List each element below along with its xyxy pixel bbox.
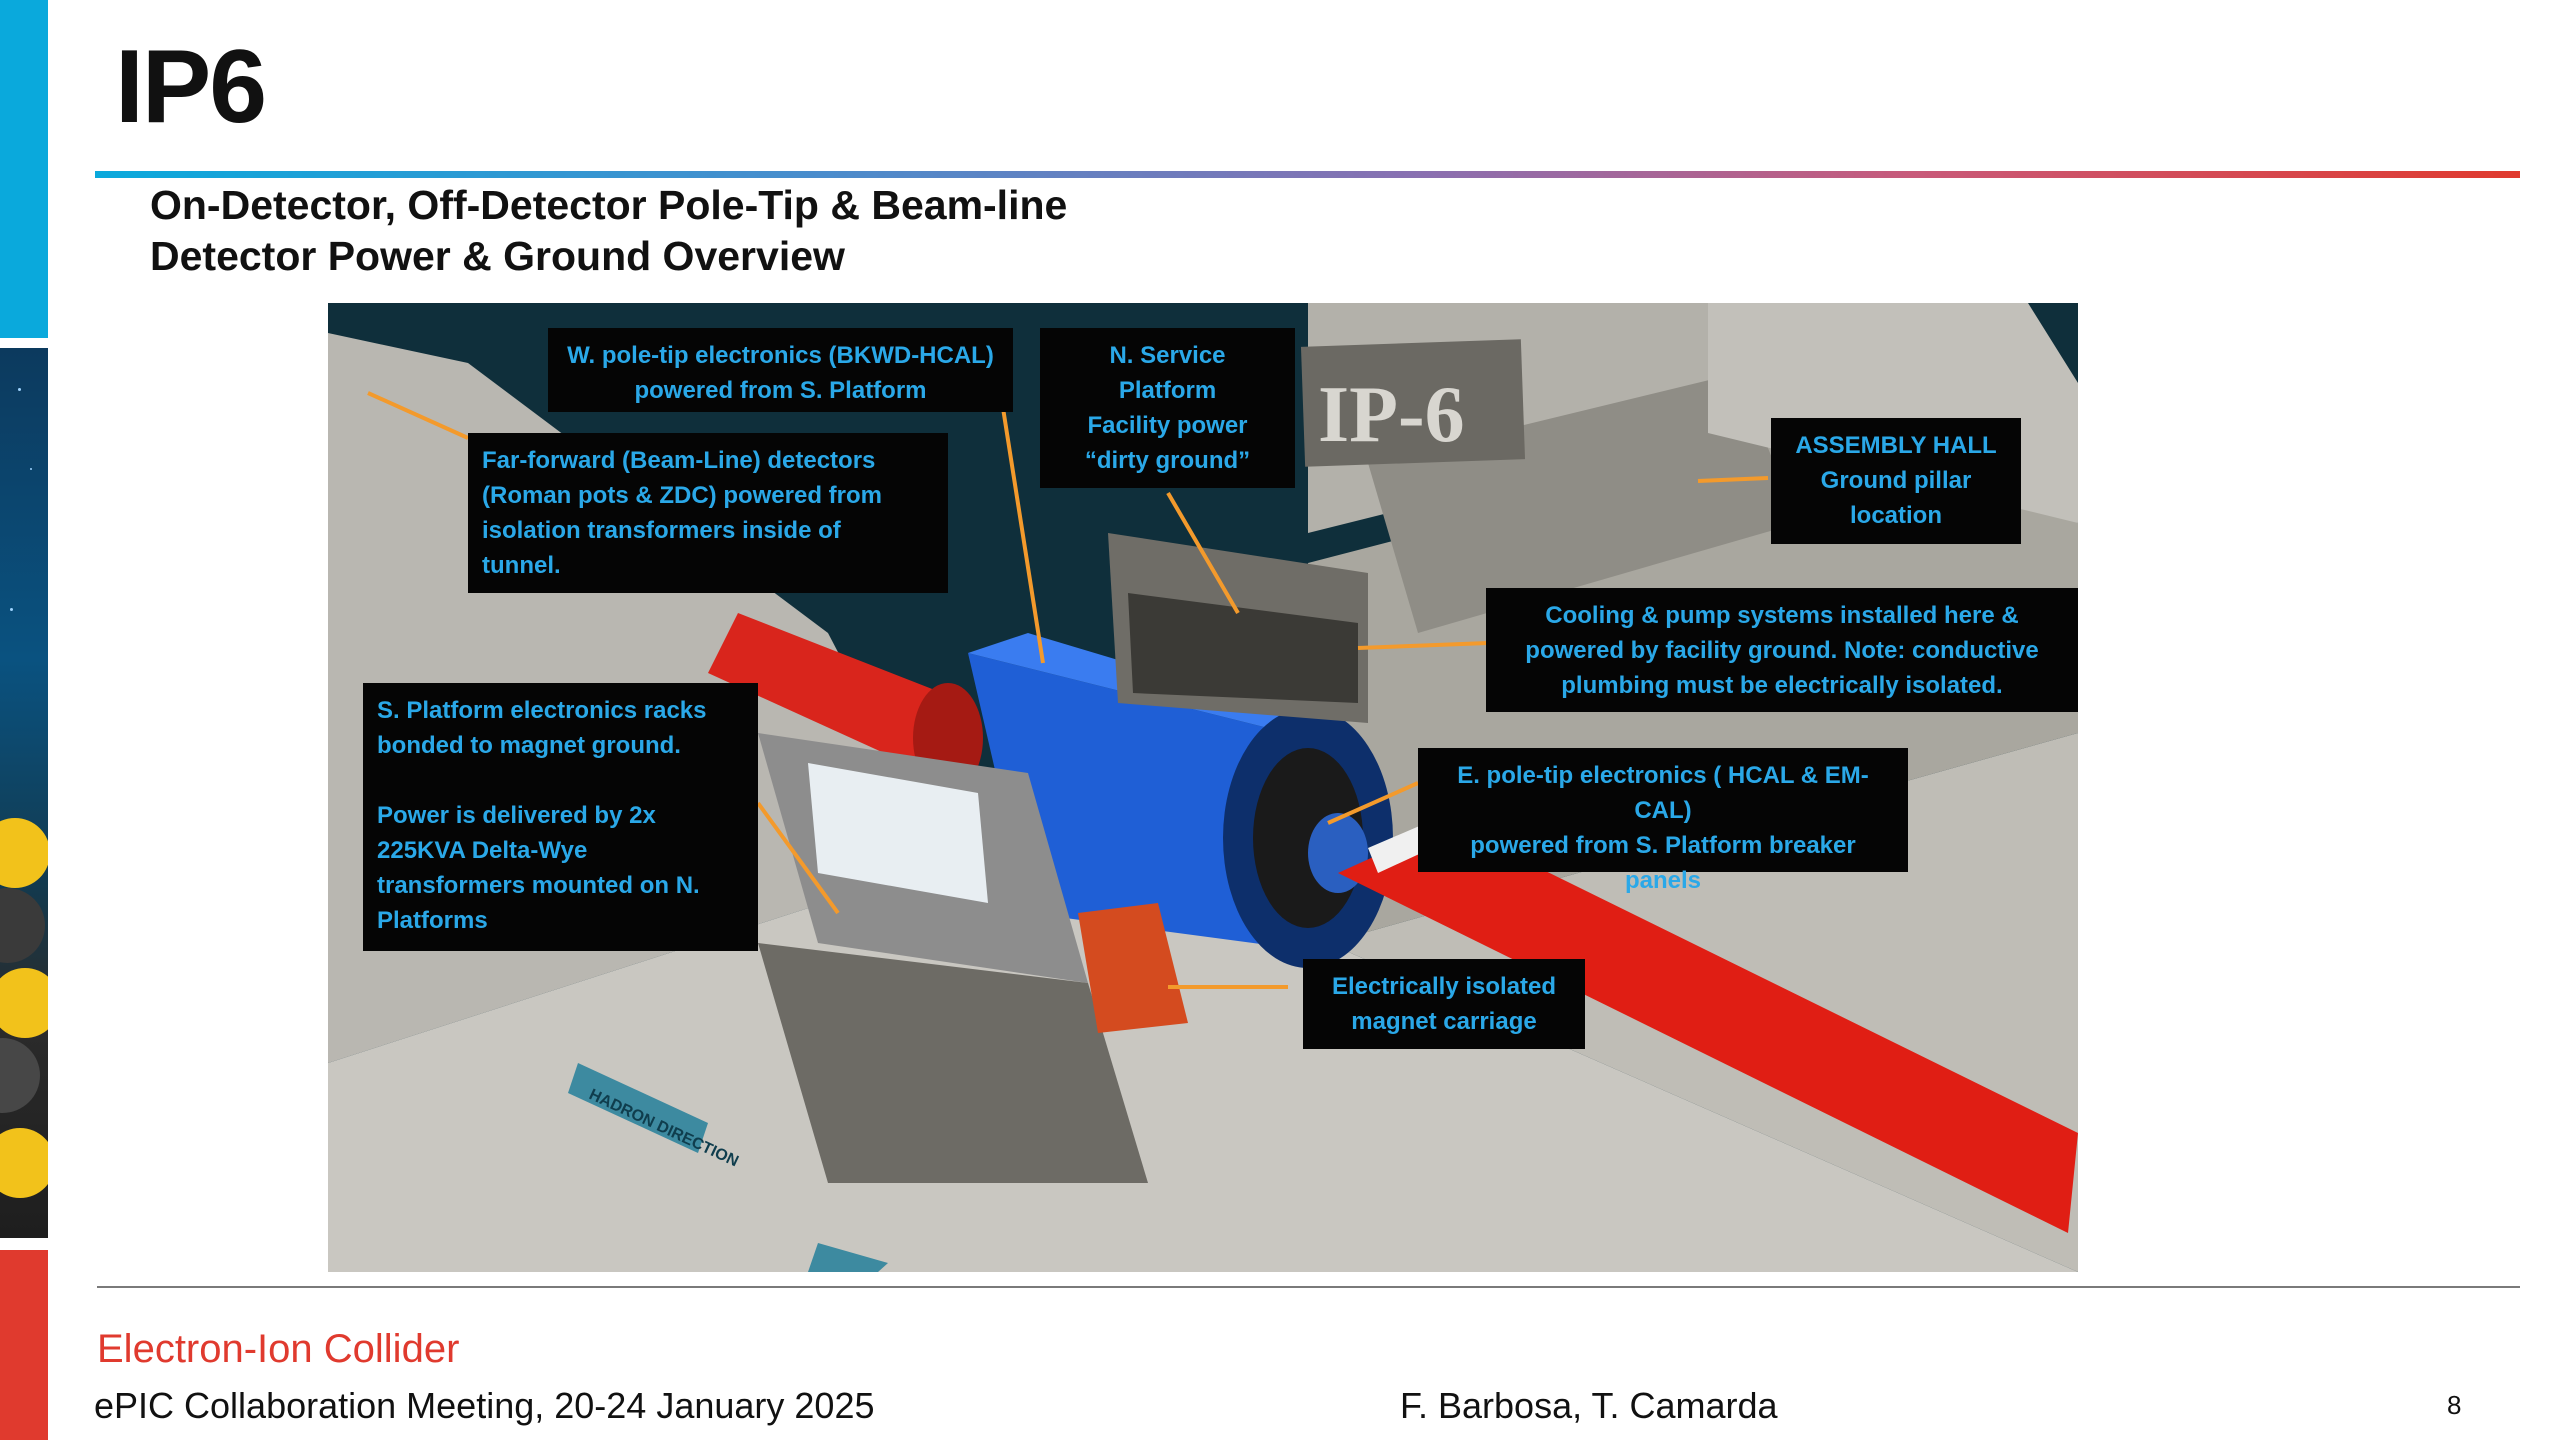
callout-assembly-hall: ASSEMBLY HALL Ground pillar location — [1771, 418, 2021, 544]
callout-s-platform: S. Platform electronics racks bonded to magnet ground. Power is delivered by 2x 225KVA Delta-Wye transformers mounted on N. Platforms — [363, 683, 758, 951]
subtitle-line-1: On-Detector, Off-Detector Pole-Tip & Beam-line — [150, 182, 1068, 228]
callout-magnet-carriage: Electrically isolated magnet carriage — [1303, 959, 1585, 1049]
footer-meeting: ePIC Collaboration Meeting, 20-24 January 2025 — [94, 1385, 875, 1426]
footer-authors: F. Barbosa, T. Camarda — [1400, 1385, 1778, 1426]
callout-e-pole-tip: E. pole-tip electronics ( HCAL & EM-CAL) powered from S. Platform breaker panels — [1418, 748, 1908, 872]
ip6-wall-sign-text: IP-6 — [1318, 371, 1465, 459]
title-divider — [95, 171, 2520, 178]
left-decorative-image — [0, 348, 48, 1238]
left-accent-bar-red — [0, 1250, 48, 1440]
footer-brand: Electron-Ion Collider — [97, 1327, 460, 1371]
callout-far-forward: Far-forward (Beam-Line) detectors (Roman pots & ZDC) powered from isolation transformers inside of tunnel. — [468, 433, 948, 593]
left-accent-bar — [0, 0, 48, 338]
detector-hall-illustration — [328, 303, 2078, 1272]
hadron-direction-label: HADRON DIRECTION — [586, 1086, 741, 1171]
footer-divider — [97, 1286, 2520, 1288]
callout-cooling-pump: Cooling & pump systems installed here & powered by facility ground. Note: conductive plumbing must be electrically isolated. — [1486, 588, 2078, 712]
slide-subtitle — [150, 180, 1067, 282]
slide-title: IP6 — [115, 29, 266, 145]
page-number: 8 — [2447, 1390, 2462, 1420]
callout-n-service-platform: N. Service Platform Facility power “dirty ground” — [1040, 328, 1295, 488]
subtitle-line-2: Detector Power & Ground Overview — [150, 233, 845, 279]
callout-w-pole-tip: W. pole-tip electronics (BKWD-HCAL) powered from S. Platform — [548, 328, 1013, 412]
